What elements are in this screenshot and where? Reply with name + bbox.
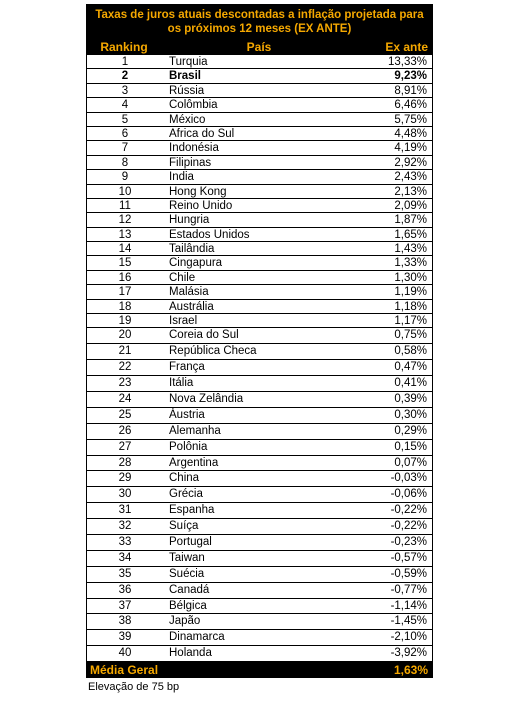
cell-ex-ante: -1,45% <box>390 615 427 628</box>
column-header-pais: País <box>246 40 272 54</box>
cell-pais: Malásia <box>169 286 209 299</box>
table-row <box>87 376 432 392</box>
cell-pais: Nova Zelândia <box>169 392 244 405</box>
cell-pais: Austrália <box>169 300 214 313</box>
cell-ranking: 31 <box>118 504 132 517</box>
cell-ranking: 36 <box>118 583 132 596</box>
cell-pais: Brasil <box>169 70 201 83</box>
cell-ranking: 8 <box>121 156 129 169</box>
table-row <box>87 599 432 615</box>
cell-ranking: 24 <box>118 392 132 405</box>
table-row <box>87 127 432 141</box>
table-row <box>87 271 432 285</box>
table-row <box>87 285 432 299</box>
footnote: Elevação de 75 bp <box>88 681 180 694</box>
cell-pais: Suíça <box>169 520 199 533</box>
cell-ranking: 3 <box>121 84 129 97</box>
table-row <box>87 519 432 535</box>
cell-ranking: 11 <box>119 199 131 212</box>
cell-ex-ante: 1,87% <box>394 214 427 227</box>
cell-ranking: 15 <box>118 257 132 270</box>
cell-ranking: 2 <box>121 70 129 83</box>
cell-ranking: 29 <box>118 472 132 485</box>
table-row <box>87 630 432 646</box>
cell-ranking: 30 <box>118 488 132 501</box>
cell-ex-ante: 1,43% <box>394 243 427 256</box>
table-row <box>87 185 432 199</box>
cell-pais: Portugal <box>169 536 212 548</box>
cell-ranking: 6 <box>121 127 129 140</box>
table-row <box>87 567 432 583</box>
cell-pais: Hong Kong <box>169 185 227 198</box>
cell-pais: Grécia <box>169 488 203 501</box>
cell-ranking: 14 <box>118 243 132 256</box>
cell-ranking: 19 <box>118 315 132 328</box>
cell-ex-ante: 0,29% <box>394 424 427 437</box>
cell-ex-ante: -1,14% <box>390 599 427 612</box>
cell-pais: Turquia <box>169 56 208 68</box>
table-row <box>87 456 432 472</box>
cell-ranking: 1 <box>121 56 129 68</box>
cell-ranking: 21 <box>118 345 132 358</box>
table-row <box>87 535 432 551</box>
table-row <box>87 440 432 456</box>
cell-ranking: 28 <box>118 456 132 469</box>
cell-pais: Áustria <box>169 408 205 421</box>
cell-ex-ante: -0,59% <box>390 567 427 580</box>
cell-ex-ante: -0,22% <box>390 504 427 517</box>
cell-ranking: 33 <box>118 536 132 548</box>
table-row <box>87 213 432 227</box>
cell-ex-ante: 1,18% <box>394 300 427 313</box>
cell-ranking: 39 <box>118 631 132 644</box>
cell-ranking: 16 <box>118 271 132 284</box>
cell-ex-ante: 2,92% <box>394 156 427 169</box>
cell-pais: França <box>169 361 205 374</box>
cell-ranking: 7 <box>121 142 129 155</box>
cell-ex-ante: 1,17% <box>394 315 427 328</box>
cell-ex-ante: 0,47% <box>394 361 427 374</box>
cell-ranking: 25 <box>118 408 132 421</box>
cell-ex-ante: 0,39% <box>394 392 427 405</box>
table-row <box>87 551 432 567</box>
cell-ranking: 35 <box>118 567 132 580</box>
table-row <box>87 256 432 270</box>
cell-pais: Reino Unido <box>169 199 233 212</box>
cell-ranking: 32 <box>118 520 132 533</box>
cell-ex-ante: 0,75% <box>394 329 427 342</box>
table-body <box>86 55 433 662</box>
cell-pais: Holanda <box>169 647 212 660</box>
cell-ranking: 4 <box>121 99 129 112</box>
cell-pais: Dinamarca <box>169 631 225 644</box>
table-row <box>87 156 432 170</box>
cell-ex-ante: -0,23% <box>390 536 427 548</box>
cell-pais: Espanha <box>169 504 215 517</box>
table-row <box>87 614 432 630</box>
cell-ranking: 17 <box>118 286 132 299</box>
cell-ex-ante: 9,23% <box>394 70 427 83</box>
cell-ranking: 18 <box>118 300 132 313</box>
cell-pais: Itália <box>169 377 194 390</box>
cell-ranking: 20 <box>118 329 132 342</box>
table-row <box>87 583 432 599</box>
table-row <box>87 360 432 376</box>
table-row <box>87 314 432 328</box>
table-title: Taxas de juros atuais descontadas a inflação projetada para os próximos 12 meses (EX ANTE) <box>86 4 433 39</box>
cell-pais: Chile <box>169 271 196 284</box>
table-row <box>87 344 432 360</box>
table-row <box>87 408 432 424</box>
cell-ex-ante: 0,58% <box>394 345 427 358</box>
table-row <box>87 113 432 127</box>
cell-pais: Polônia <box>169 440 208 453</box>
cell-ex-ante: 2,09% <box>394 199 427 212</box>
cell-ex-ante: 4,19% <box>394 142 427 155</box>
cell-pais: Indonésia <box>169 142 219 155</box>
cell-pais: Coreia do Sul <box>169 329 239 342</box>
table-row <box>87 199 432 213</box>
cell-pais: Filipinas <box>169 156 212 169</box>
cell-ex-ante: 0,41% <box>394 377 427 390</box>
cell-ranking: 26 <box>118 424 132 437</box>
table-row <box>87 98 432 112</box>
table-row <box>87 471 432 487</box>
column-header-row <box>86 39 433 55</box>
average-label: Média Geral <box>90 663 159 678</box>
cell-pais: Alemanha <box>169 424 221 437</box>
cell-pais: Hungria <box>169 214 210 227</box>
cell-pais: Canadá <box>169 583 210 596</box>
cell-ex-ante: 5,75% <box>394 113 427 126</box>
table-row <box>87 487 432 503</box>
cell-ex-ante: -3,92% <box>390 647 427 660</box>
cell-ex-ante: 4,48% <box>394 127 427 140</box>
cell-pais: China <box>169 472 200 485</box>
cell-ranking: 23 <box>118 377 132 390</box>
cell-ex-ante: 8,91% <box>394 84 427 97</box>
cell-pais: Tailândia <box>169 243 215 256</box>
cell-ranking: 37 <box>118 599 132 612</box>
cell-ranking: 22 <box>118 361 132 374</box>
cell-ranking: 12 <box>118 214 132 227</box>
cell-pais: Israel <box>169 315 198 328</box>
table-row <box>87 424 432 440</box>
cell-ex-ante: -0,22% <box>390 520 427 533</box>
cell-ex-ante: 1,30% <box>394 271 427 284</box>
column-header-ex-ante: Ex ante <box>385 40 428 54</box>
cell-ex-ante: -0,77% <box>390 583 427 596</box>
cell-ranking: 13 <box>118 228 132 241</box>
cell-ex-ante: 0,07% <box>394 456 427 469</box>
cell-ex-ante: 0,30% <box>394 408 427 421</box>
cell-ranking: 9 <box>121 171 129 184</box>
table-row <box>87 300 432 314</box>
average-row <box>86 662 433 678</box>
table-row <box>87 242 432 256</box>
table-row <box>87 328 432 344</box>
cell-pais: Suécia <box>169 567 205 580</box>
cell-ex-ante: 0,15% <box>394 440 427 453</box>
cell-ex-ante: 1,33% <box>394 257 427 270</box>
table-row <box>87 69 432 83</box>
cell-ranking: 27 <box>118 440 132 453</box>
table-row <box>87 503 432 519</box>
cell-pais: Argentina <box>169 456 219 469</box>
cell-pais: Taiwan <box>169 551 205 564</box>
cell-pais: Cingapura <box>169 257 223 270</box>
rates-table <box>86 4 433 694</box>
cell-ex-ante: -0,57% <box>390 551 427 564</box>
cell-ex-ante: -0,06% <box>390 488 427 501</box>
table-row <box>87 228 432 242</box>
cell-ranking: 10 <box>118 185 132 198</box>
cell-pais: República Checa <box>169 345 257 358</box>
column-header-ranking: Ranking <box>100 40 148 54</box>
table-row <box>87 84 432 98</box>
cell-ex-ante: -0,03% <box>390 472 427 485</box>
cell-pais: México <box>169 113 206 126</box>
cell-ranking: 34 <box>118 551 132 564</box>
table-row <box>87 55 432 69</box>
table-row <box>87 392 432 408</box>
cell-ex-ante: 13,33% <box>387 56 427 68</box>
cell-ranking: 38 <box>118 615 132 628</box>
cell-ranking: 40 <box>118 647 132 660</box>
table-row <box>87 170 432 184</box>
cell-pais: Colômbia <box>169 99 218 112</box>
table-row <box>87 141 432 155</box>
cell-ex-ante: 2,43% <box>394 171 427 184</box>
cell-ranking: 5 <box>121 113 129 126</box>
cell-pais: India <box>169 171 194 184</box>
cell-pais: Bélgica <box>169 599 207 612</box>
cell-ex-ante: 1,65% <box>394 228 427 241</box>
cell-ex-ante: 1,19% <box>394 286 427 299</box>
table-row <box>87 646 432 662</box>
average-value: 1,63% <box>393 663 428 678</box>
cell-pais: Rússia <box>169 84 205 97</box>
cell-ex-ante: 6,46% <box>394 99 427 112</box>
cell-pais: Estados Unidos <box>169 228 250 241</box>
cell-ex-ante: -2,10% <box>390 631 427 644</box>
cell-pais: Africa do Sul <box>169 127 235 140</box>
cell-pais: Japão <box>169 615 201 628</box>
cell-ex-ante: 2,13% <box>394 185 427 198</box>
